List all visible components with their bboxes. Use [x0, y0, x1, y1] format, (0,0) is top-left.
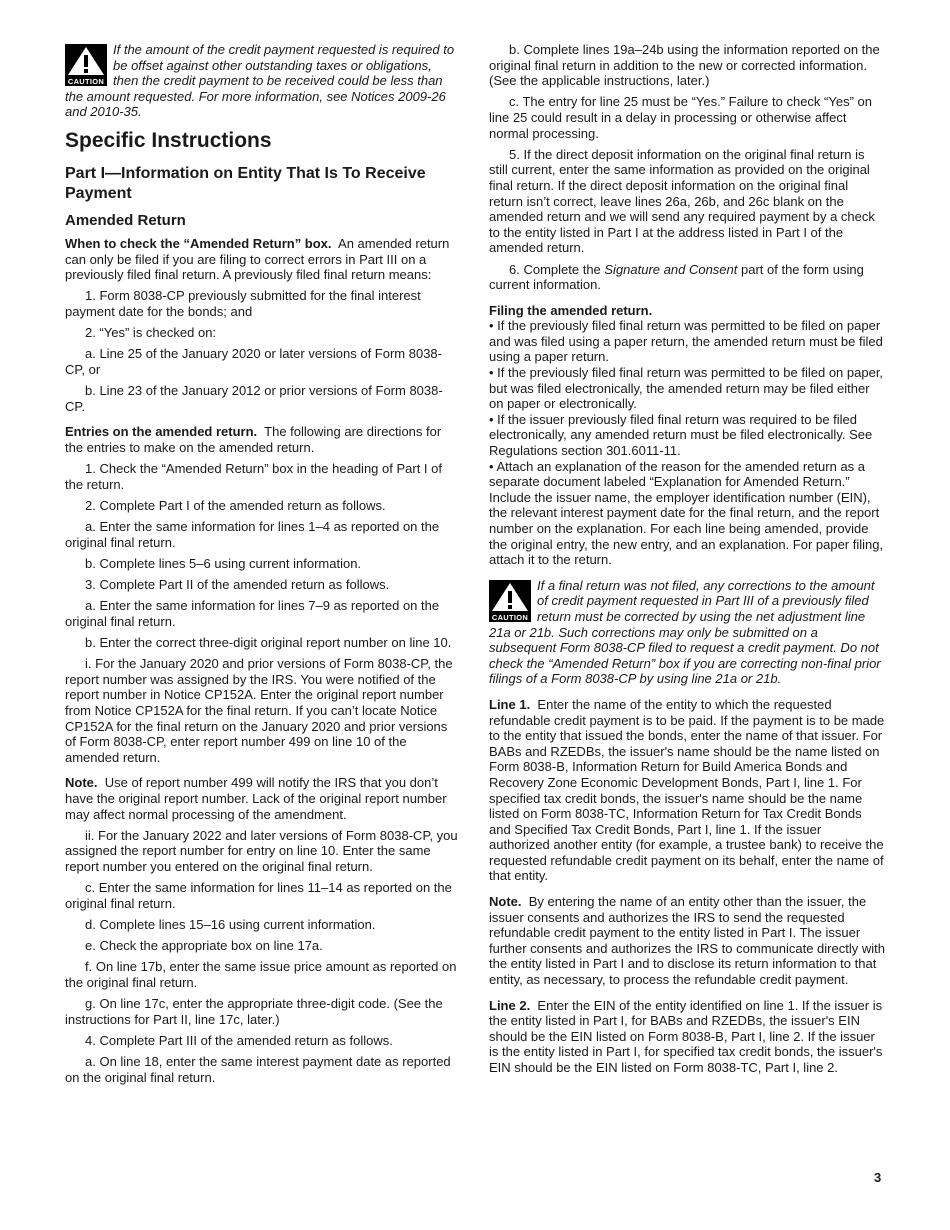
- bullet-item: • If the previously filed final return was permitted to be filed on paper, but was filed electronically, the amended return may be filed either on paper or electronically.: [489, 365, 884, 412]
- paragraph-body: An amended return can only be filed if you are filing to correct errors in Part III on a previously filed final return. A previously filed final return means:: [65, 235, 450, 283]
- list-item: [489, 262, 885, 293]
- item-text: part of the form using current information.: [489, 261, 864, 293]
- note-body: Use of report number 499 will notify the IRS that you don’t have the original report number. Lack of the original report number may affect normal processing of the amendment.: [65, 775, 447, 822]
- list-item: b. Line 23 of the January 2012 or prior versions of Form 8038-CP.: [65, 383, 443, 414]
- bullet-item: • Attach an explanation of the reason for the amended return as a separate document labeled “Explanation for Amended Return.” Include the issuer name, the employer identification number (EIN), the relevant interest payment date for the final return, and the report number on the explanation. For each line being amended, provide the original entry, the new entry, and an explanation. For paper filing, attach it to the return.: [489, 458, 884, 568]
- list-item: ii. For the January 2022 and later versions of Form 8038-CP, you assigned the report number for entry on line 10. Enter the same report number you entered on the original final return.: [65, 827, 458, 874]
- paragraph-body: The following are directions for the entries to make on the amended return.: [65, 424, 442, 455]
- item-text: 6. Complete the: [509, 261, 605, 277]
- list-item: a. Enter the same information for lines 7–9 as reported on the original final return.: [65, 598, 440, 629]
- paragraph: [489, 697, 885, 884]
- caution-label: CAUTION: [489, 613, 531, 622]
- run-in-heading: Line 1.: [489, 696, 531, 712]
- caution-label: CAUTION: [65, 77, 107, 86]
- bullet-item: • If the issuer previously filed final return was required to be filed electronically, any amended return must be filed electronically. See Regulations section 301.6011-11.: [489, 411, 873, 459]
- list-item: a. On line 18, enter the same interest payment date as reported on the original final return.: [65, 1053, 451, 1085]
- item-text-italic: Signature and Consent: [604, 261, 738, 277]
- list-item: a. Enter the same information for lines 1–4 as reported on the original final return.: [65, 519, 440, 550]
- paragraph: [489, 998, 885, 1076]
- list-item: d. Complete lines 15–16 using current information.: [85, 916, 376, 932]
- list-item: b. Enter the correct three-digit original report number on line 10.: [85, 634, 452, 650]
- heading-part-1: Part I—Information on Entity That Is To Receive Payment: [65, 164, 426, 202]
- caution-text: If a final return was not filed, any corrections to the amount of credit payment requested in Part III of a previously filed return must be corrected by using the net adjustment line 21a or 21b. Such corrections may only be submitted on a subsequent Form 8038-CP filed to request a credit payment. Do not check the “Amended Return” box if you are correcting non-final prior filings of a Form 8038-CP by using line 21a or 21b.: [489, 577, 881, 687]
- caution-block: [489, 578, 885, 687]
- paragraph: [65, 424, 460, 455]
- list-item: e. Check the appropriate box on line 17a.: [85, 938, 323, 954]
- list-item: i. For the January 2020 and prior versions of Form 8038-CP, the report number was assigned by the IRS. You were notified of the report number in Notice CP152A. Enter the original report number from Notice CP152A for the final return. If you can’t locate Notice CP152A for the final return on the January 2020 and prior versions of Form 8038-CP, enter report number 499 on line 10 of the amended return.: [65, 656, 453, 765]
- heading-specific-instructions: Specific Instructions: [65, 128, 272, 152]
- caution-icon: [65, 44, 107, 86]
- list-item: a. Line 25 of the January 2020 or later versions of Form 8038-CP, or: [65, 346, 442, 377]
- list-item: c. Enter the same information for lines 11–14 as reported on the original final return.: [65, 880, 452, 911]
- list-item: 1. Check the “Amended Return” box in the heading of Part I of the return.: [65, 461, 442, 492]
- left-column: [65, 42, 460, 1091]
- paragraph-body: Enter the name of the entity to which the requested refundable credit payment is to be paid. If the payment is to be made to the entity that issued the bonds, enter the name of that issuer. For BABs and RZEDBs, the issuer's name should be the name listed on Form 8038-B, Information Return for Build America Bonds and Recovery Zone Economic Development Bonds, Part I, line 1. For specified tax credit bonds, the issuer's name should be the name listed on Form 8038-TC, Information Return for Tax Credit Bonds and Specified Tax Credit Bonds, Part I, line 1. If the issuer authorized another entity (for example, a trustee bank) to receive the requested refundable credit payment on its behalf, enter the name of that entity.: [489, 696, 885, 884]
- note: [489, 894, 885, 988]
- caution-block: [65, 42, 460, 120]
- run-in-heading: Entries on the amended return.: [65, 424, 258, 440]
- caution-icon: [489, 580, 531, 622]
- list-item: c. The entry for line 25 must be “Yes.” Failure to check “Yes” on line 25 could result in a delay in processing or otherwise affect normal processing.: [489, 94, 872, 141]
- heading-amended-return: Amended Return: [65, 211, 186, 229]
- paragraph: [65, 236, 460, 283]
- bullet-item: • If the previously filed final return was permitted to be filed on paper and was filed using a paper return, the amended return must be filed using a paper return.: [489, 318, 883, 365]
- right-column: [489, 42, 885, 1081]
- run-in-heading: When to check the “Amended Return” box.: [65, 235, 332, 251]
- caution-text: If the amount of the credit payment requested is required to be offset against other outstanding taxes or obligations, then the credit payment to be received could be less than the amount requested. For more information, see Notices 2009-26 and 2010-35.: [65, 42, 455, 120]
- list-item: f. On line 17b, enter the same issue price amount as reported on the original final return.: [65, 959, 457, 990]
- note: [65, 775, 460, 822]
- list-item: g. On line 17c, enter the appropriate three-digit code. (See the instructions for Part II, line 17c, later.): [65, 996, 443, 1027]
- list-item: b. Complete lines 19a–24b using the information reported on the original final return in addition to the new or corrected information. (See the applicable instructions, later.): [489, 42, 880, 89]
- note-body: By entering the name of an entity other than the issuer, the issuer consents and authorizes the IRS to send the requested refundable credit payment to the entity listed in Part I. The issuer further consents and authorizes the IRS to communicate directly with the entity listed in Part I and to disclose its return information to that entity, as necessary, to process the refundable credit payment.: [489, 894, 885, 988]
- page-number: 3: [874, 1170, 882, 1185]
- list-item: 5. If the direct deposit information on the original final return is still current, enter the same information as provided on the original final return. If the direct deposit information on the original final return isn’t correct, leave lines 26a, 26b, and 26c blank on the amended return and we will send any required payment by a check to the entity listed in Part I at the address listed in Part I of the amended return.: [489, 146, 875, 256]
- note-label: Note.: [489, 894, 522, 910]
- list-item: 2. Complete Part I of the amended return as follows.: [85, 497, 386, 513]
- run-in-heading: Filing the amended return.: [489, 302, 653, 318]
- list-item: 3. Complete Part II of the amended return as follows.: [85, 577, 390, 592]
- list-item: 2. “Yes” is checked on:: [85, 325, 217, 341]
- note-label: Note.: [65, 775, 98, 791]
- list-item: b. Complete lines 5–6 using current information.: [85, 555, 362, 571]
- list-item: 4. Complete Part III of the amended return as follows.: [85, 1032, 393, 1048]
- list-item: 1. Form 8038-CP previously submitted for the final interest payment date for the bonds; and: [65, 288, 421, 319]
- run-in-heading: Line 2.: [489, 997, 531, 1013]
- paragraph-body: Enter the EIN of the entity identified on line 1. If the issuer is the entity listed in Part I, for BABs and RZEDBs, the issuer's EIN should be the EIN listed on Form 8038-B, Part I, line 2. If the issuer is the entity listed in Part I, for specified tax credit bonds, the issuer's EIN should be the EIN listed on Form 8038-TC, Part I, line 2.: [489, 997, 883, 1075]
